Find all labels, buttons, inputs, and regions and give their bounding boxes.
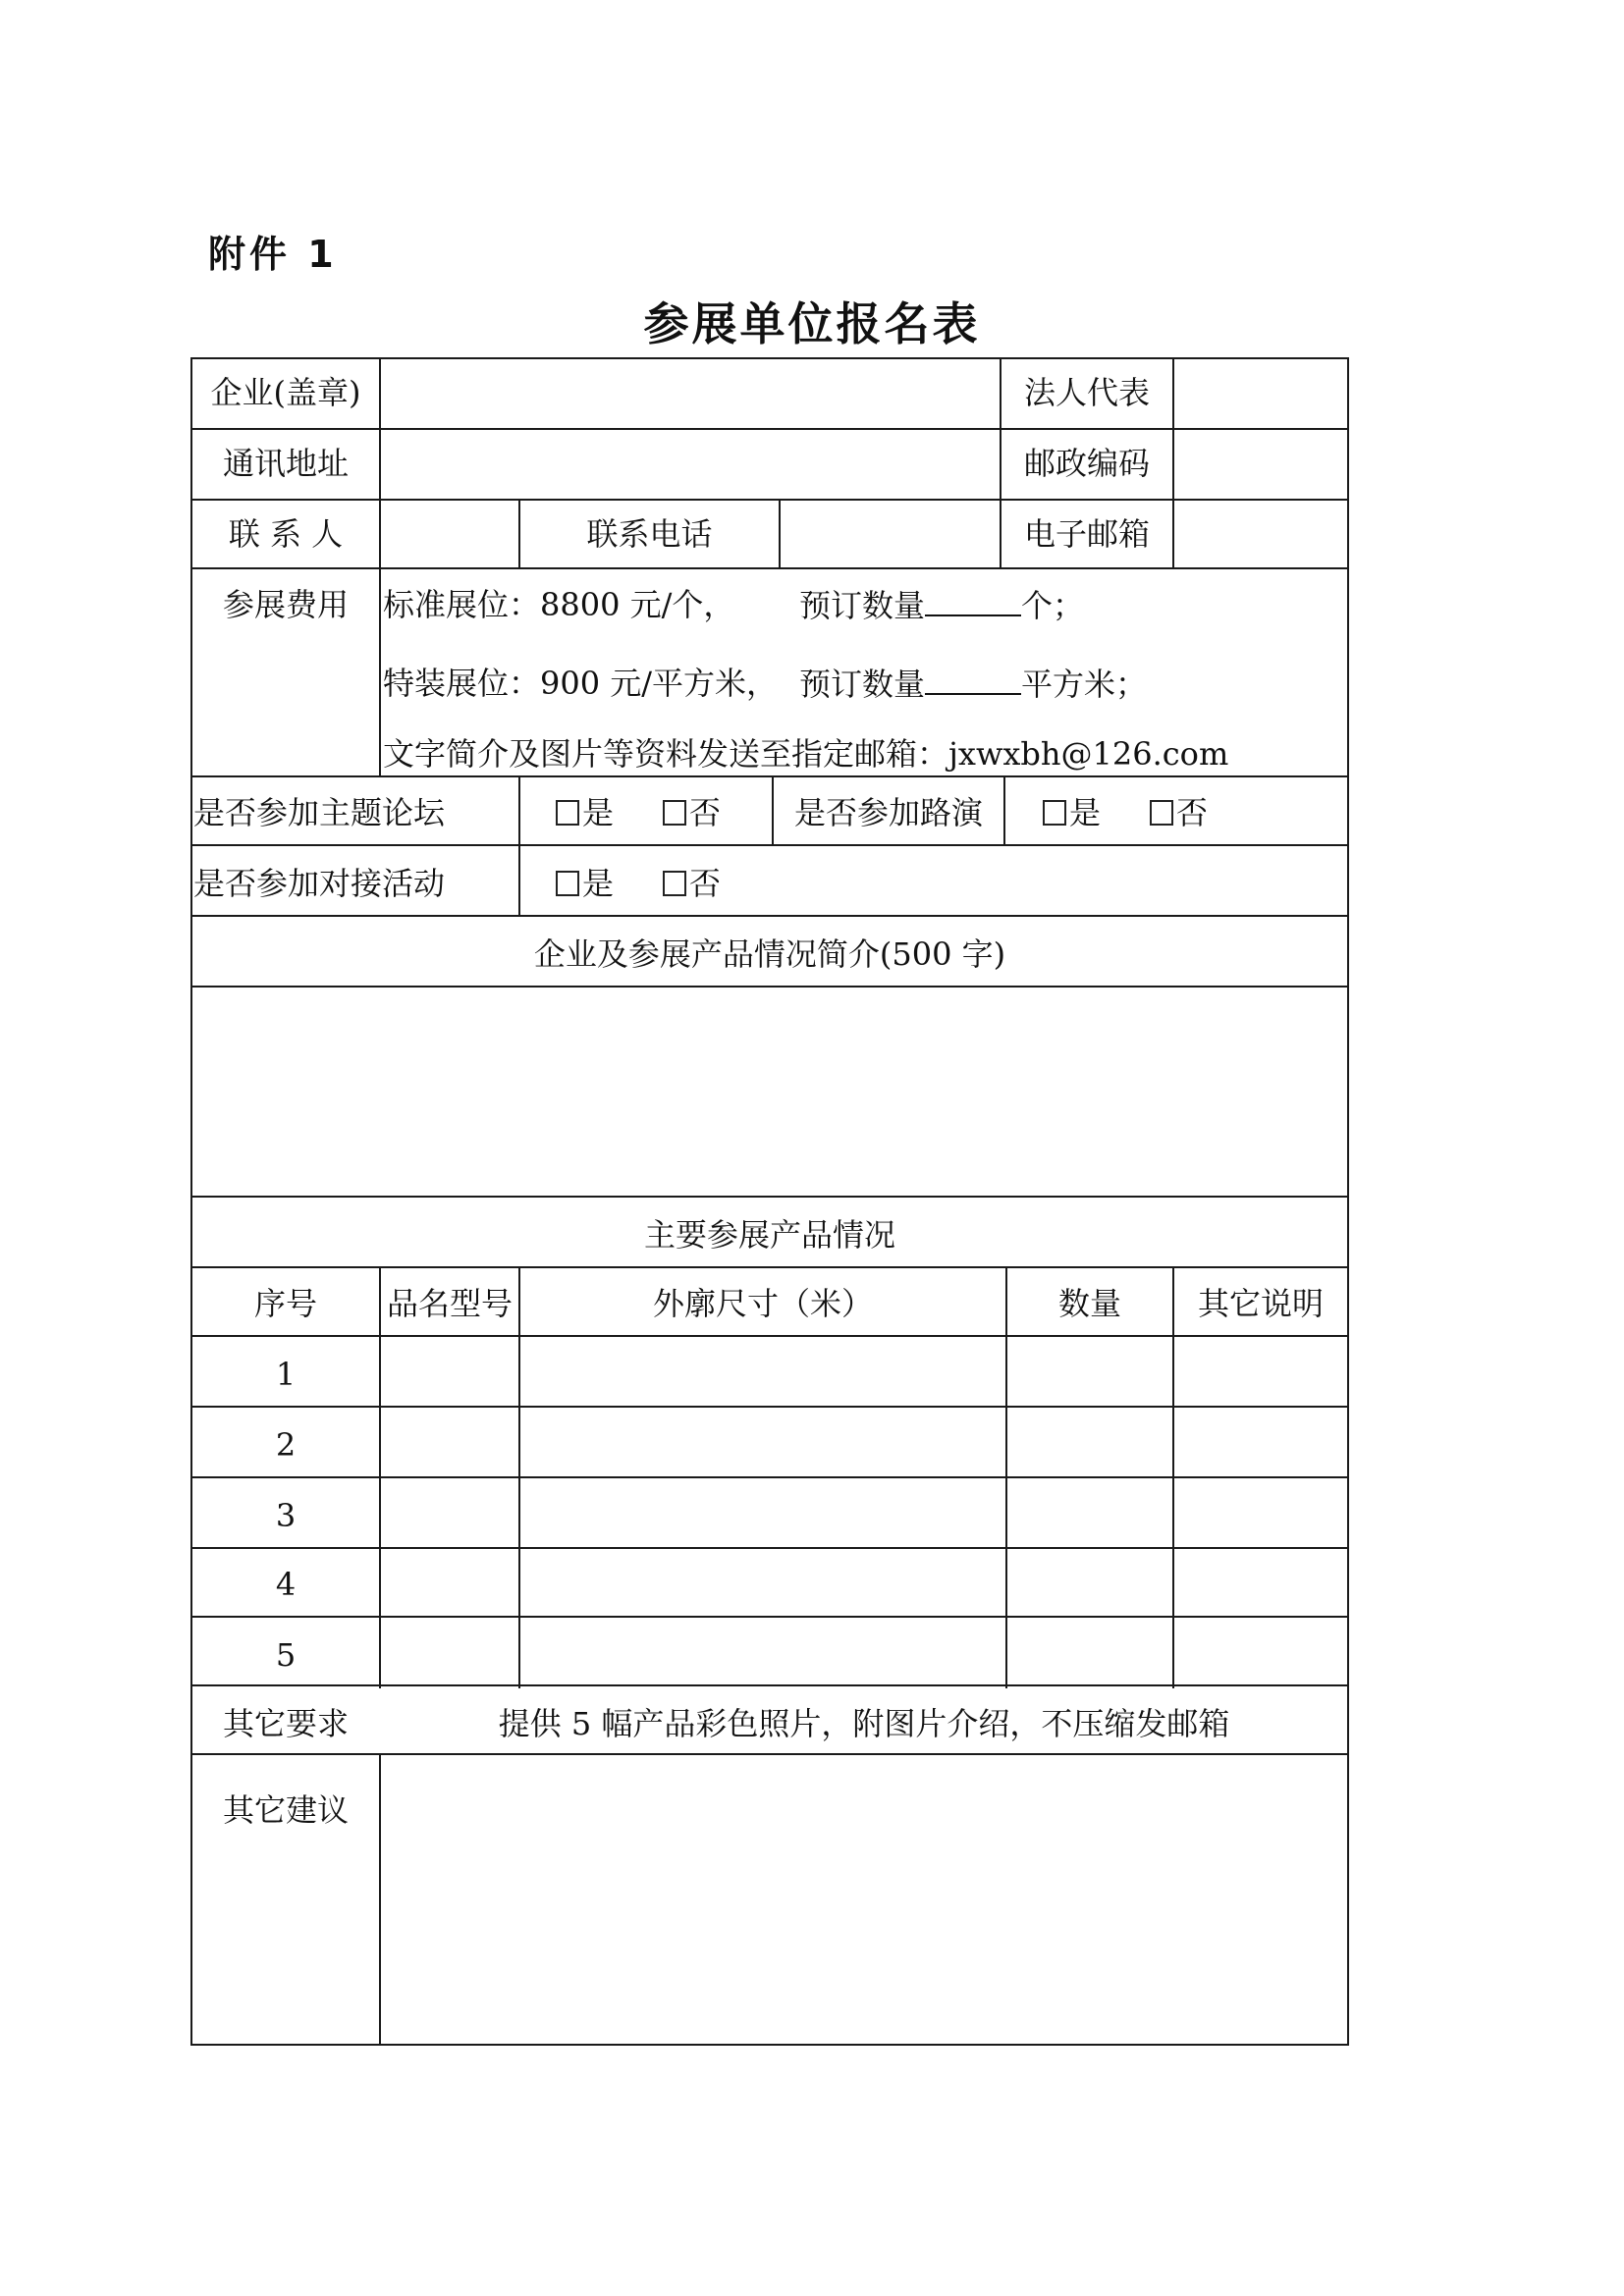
matchmaking-no-option[interactable]: 否 — [663, 864, 721, 903]
fee-special: 特装展位：900 元/平方米， — [383, 665, 779, 702]
fee-standard-qty-label: 预订数量 — [799, 587, 926, 624]
matchmaking-options — [556, 864, 721, 903]
table-row-index: 4 — [275, 1566, 297, 1603]
intro-field[interactable] — [192, 988, 1347, 1196]
postcode-field[interactable] — [1174, 430, 1347, 499]
postcode-label: 邮政编码 — [1023, 445, 1150, 482]
address-label: 通讯地址 — [222, 445, 349, 482]
page-title: 参展单位报名表 — [643, 297, 981, 350]
products-header: 主要参展产品情况 — [643, 1216, 895, 1254]
company-field[interactable] — [381, 359, 998, 428]
email-field[interactable] — [1174, 501, 1347, 567]
table-row-index: 5 — [275, 1636, 297, 1674]
fee-label: 参展费用 — [222, 586, 349, 623]
fee-standard-qty-blank[interactable] — [925, 585, 1021, 616]
table-row-index: 3 — [275, 1497, 297, 1534]
contact-label: 联 系 人 — [228, 515, 344, 553]
roadshow-options — [1043, 793, 1208, 832]
legal-rep-label: 法人代表 — [1023, 374, 1150, 411]
phone-field[interactable] — [781, 501, 1000, 567]
company-label: 企业(盖章) — [210, 374, 361, 411]
col-header-model: 品名型号 — [386, 1285, 513, 1322]
fee-special-qty — [799, 664, 1147, 704]
roadshow-no-option[interactable]: 否 — [1150, 793, 1208, 832]
col-header-notes: 其它说明 — [1197, 1285, 1324, 1322]
contact-field[interactable] — [381, 501, 518, 567]
email-label: 电子邮箱 — [1023, 515, 1150, 553]
matchmaking-yes-option[interactable]: 是 — [556, 864, 614, 903]
forum-label: 是否参加主题论坛 — [193, 794, 446, 831]
other-requirements-label: 其它要求 — [222, 1705, 349, 1742]
attachment-label: 附件 1 — [208, 233, 338, 276]
table-row-index: 2 — [275, 1426, 297, 1464]
col-header-index: 序号 — [253, 1285, 317, 1322]
fee-standard-unit: 个； — [1021, 587, 1085, 624]
roadshow-label: 是否参加路演 — [793, 794, 983, 831]
fee-standard: 标准展位：8800 元/个， — [383, 586, 735, 623]
other-requirements-text: 提供 5 幅产品彩色照片，附图片介绍，不压缩发邮箱 — [498, 1705, 1230, 1742]
legal-rep-field[interactable] — [1174, 359, 1347, 428]
checkbox-icon[interactable] — [663, 871, 686, 896]
fee-special-qty-blank[interactable] — [925, 664, 1021, 695]
other-suggestions-field[interactable] — [381, 1755, 1347, 2044]
phone-label: 联系电话 — [586, 515, 713, 553]
checkbox-icon[interactable] — [556, 871, 579, 896]
address-field[interactable] — [381, 430, 998, 499]
forum-yes-option[interactable]: 是 — [556, 793, 614, 832]
forum-options — [556, 793, 721, 832]
col-header-dimensions: 外廓尺寸（米） — [652, 1285, 873, 1322]
roadshow-yes-option[interactable]: 是 — [1043, 793, 1101, 832]
checkbox-icon[interactable] — [556, 800, 579, 826]
checkbox-icon[interactable] — [1043, 800, 1066, 826]
matchmaking-label: 是否参加对接活动 — [193, 865, 446, 902]
fee-special-qty-label: 预订数量 — [799, 666, 926, 703]
checkbox-icon[interactable] — [663, 800, 686, 826]
fee-standard-qty — [799, 585, 1084, 625]
other-suggestions-label: 其它建议 — [222, 1791, 349, 1829]
table-row-index: 1 — [275, 1356, 297, 1393]
forum-no-option[interactable]: 否 — [663, 793, 721, 832]
fee-note: 文字简介及图片等资料发送至指定邮箱：jxwxbh@126.com — [383, 735, 1229, 773]
checkbox-icon[interactable] — [1150, 800, 1173, 826]
intro-header: 企业及参展产品情况简介(500 字) — [533, 935, 1006, 973]
fee-special-unit: 平方米； — [1021, 666, 1148, 703]
col-header-quantity: 数量 — [1057, 1285, 1121, 1322]
